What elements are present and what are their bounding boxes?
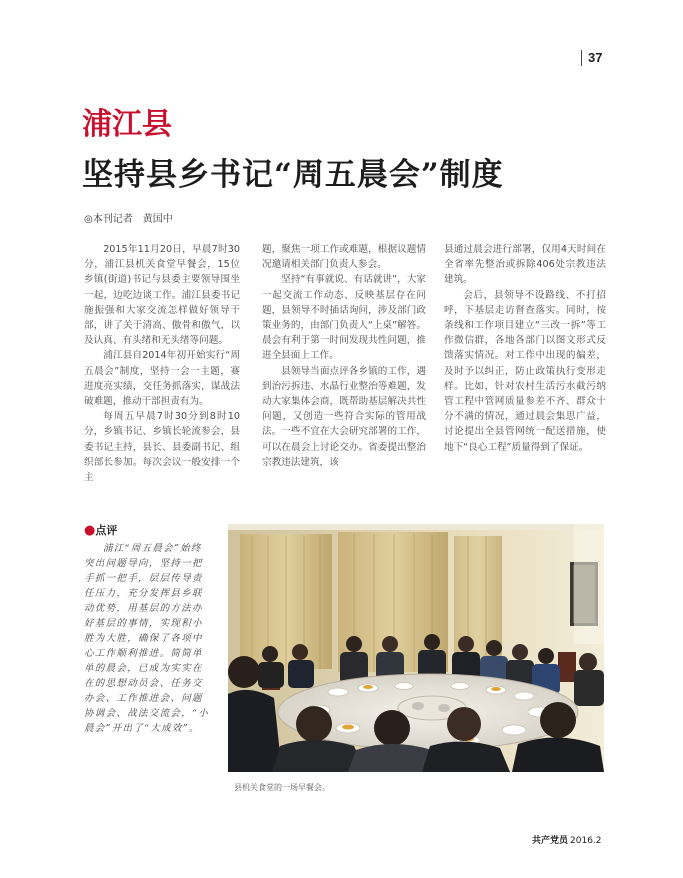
article-column-3: [444, 242, 606, 455]
article-column-1: [84, 242, 240, 485]
byline-prefix: ◎本刊记者: [84, 214, 133, 225]
paragraph: 会后，县领导不设路线、不打招呼，下基层走访督查落实。同时，按条线和工作项目建立“三改一拆”等工作微信群，各地各部门以图文形式反馈落实情况。对工作中出现的偏差，及时予以纠正，防止政策执行变形走样。比如，针对农村生活污水截污纳管工程中管网质量参差不齐、群众十分不满的情况，通过晨会集思广益，讨论提出全县管网统一配送措施，使地下“良心工程”质量得到了保证。: [444, 289, 606, 453]
paragraph: 2015年11月20日，早晨7时30分，浦江县机关食堂早餐会，15位乡镇(街道)书记与县委主要领导围坐一起，边吃边谈工作。浦江县委书记施振强和大家交流怎样做好领导干部，讲了关于清高、傲骨和傲气，以及认真、有头绪和无头绪等问题。: [84, 244, 240, 347]
paragraph: 县通过晨会进行部署，仅用4天时间在全省率先整治或拆除406处宗教违法建筑。: [444, 244, 606, 286]
paragraph: 坚持“有事就说、有话就讲”，大家一起交流工作动态、反映基层存在问题，县领导不时插话询问，涉及部门政策业务的，由部门负责人“上桌”解答。晨会有利于第一时间发现共性问题，推进全县面上工作。: [262, 274, 426, 362]
commentary-box: [84, 523, 212, 736]
region-title: 浦江县: [82, 107, 172, 142]
footer: [532, 835, 602, 847]
photo-caption: 县机关食堂的一场早餐会。: [234, 783, 330, 792]
paragraph: 县领导当面点评各乡镇的工作，遇到治污拆违、水晶行业整治等难题，发动大家集体会商，既帮助基层解决共性问题，又创造一些符合实际的管用战法。一些不宜在大会研究部署的工作，可以在晨会上讨论交办。省委提出整治宗教违法建筑，该: [262, 365, 426, 468]
page-number: 37: [581, 50, 602, 66]
byline-author: 黄国中: [142, 214, 173, 225]
magazine-name: 共产党员: [532, 836, 569, 846]
paragraph: 浦江县自2014年初开始实行“周五晨会”制度，坚持一会一主题，赛进度亮实绩，交任务抓落实，谋战法破难题，推动干部担责有为。: [84, 350, 240, 408]
commentary-heading: ●点评: [84, 523, 118, 538]
commentary-text: 浦江“周五晨会”始终突出问题导向，坚持一把手抓一把手，层层传导责任压力，充分发挥县乡联动优势，用基层的方法办好基层的事情，实现积小胜为大胜，确保了各项中心工作顺利推进。简简单单的晨会，已成为实实在在的思想动员会、任务交办会、工作推进会、问题协调会、战法交流会，“小晨会”开出了“大成效”。: [84, 543, 209, 734]
byline: [84, 213, 173, 227]
paragraph: 题，聚焦一项工作或难题，根据议题情况邀请相关部门负责人参会。: [262, 244, 426, 271]
issue-number: 2016.2: [570, 836, 602, 846]
paragraph: 每周五早晨7时30分到8时10分，乡镇书记、乡镇长轮流参会，县委书记主持，县长、县委副书记、组织部长参加。每次会议一般安排一个主: [84, 411, 240, 484]
article-column-2: [262, 242, 426, 470]
meeting-photo: [228, 524, 604, 772]
bullet-icon: ●: [84, 523, 96, 538]
headline: 坚持县乡书记“周五晨会”制度: [82, 157, 504, 193]
